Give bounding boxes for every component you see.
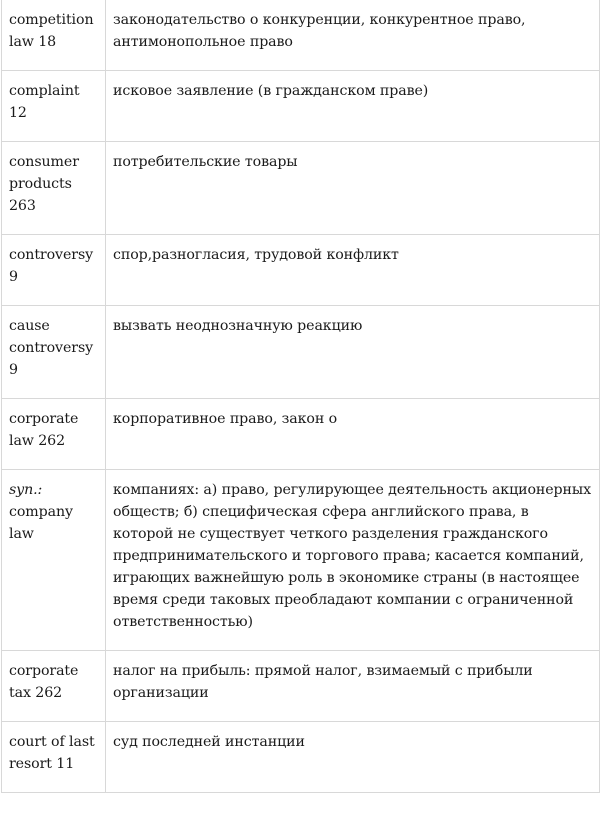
table-row [2,71,600,142]
definition-cell: законодательство о конкуренции, конкурентное право, антимонопольное право [106,0,600,71]
definition-cell: исковое заявление (в гражданском праве) [106,71,600,142]
table-row [2,142,600,235]
table-row [2,0,600,71]
definition-cell: спор,разногласия, трудовой конфликт [106,235,600,306]
term-cell: corporate tax 262 [2,651,106,722]
definition-cell: суд последней инстанции [106,722,600,793]
term-text: company law [9,504,73,542]
definition-cell: потребительские товары [106,142,600,235]
term-cell [2,470,106,651]
term-cell: corporate law 262 [2,399,106,470]
term-cell: cause controversy 9 [2,306,106,399]
glossary-table [1,0,600,793]
definition-cell: корпоративное право, закон о [106,399,600,470]
table-row [2,399,600,470]
table-row [2,651,600,722]
table-row [2,235,600,306]
term-cell: complaint 12 [2,71,106,142]
term-cell: court of last resort 11 [2,722,106,793]
table-row [2,470,600,651]
synonym-label: syn.: [9,482,43,498]
definition-cell: компаниях: а) право, регулирующее деятельность акционерных обществ; б) специфическая сфера английского права, в которой не существует четкого разделения гражданского предпринимательского и торгового права; касается компаний, играющих важнейшую роль в экономике страны (в настоящее время среди таковых преобладают компании с ограниченной ответственностью) [106,470,600,651]
table-row [2,306,600,399]
definition-cell: налог на прибыль: прямой налог, взимаемый с прибыли организации [106,651,600,722]
term-cell: consumer products 263 [2,142,106,235]
term-cell: competition law 18 [2,0,106,71]
term-cell: controversy 9 [2,235,106,306]
definition-cell: вызвать неоднозначную реакцию [106,306,600,399]
table-row [2,722,600,793]
